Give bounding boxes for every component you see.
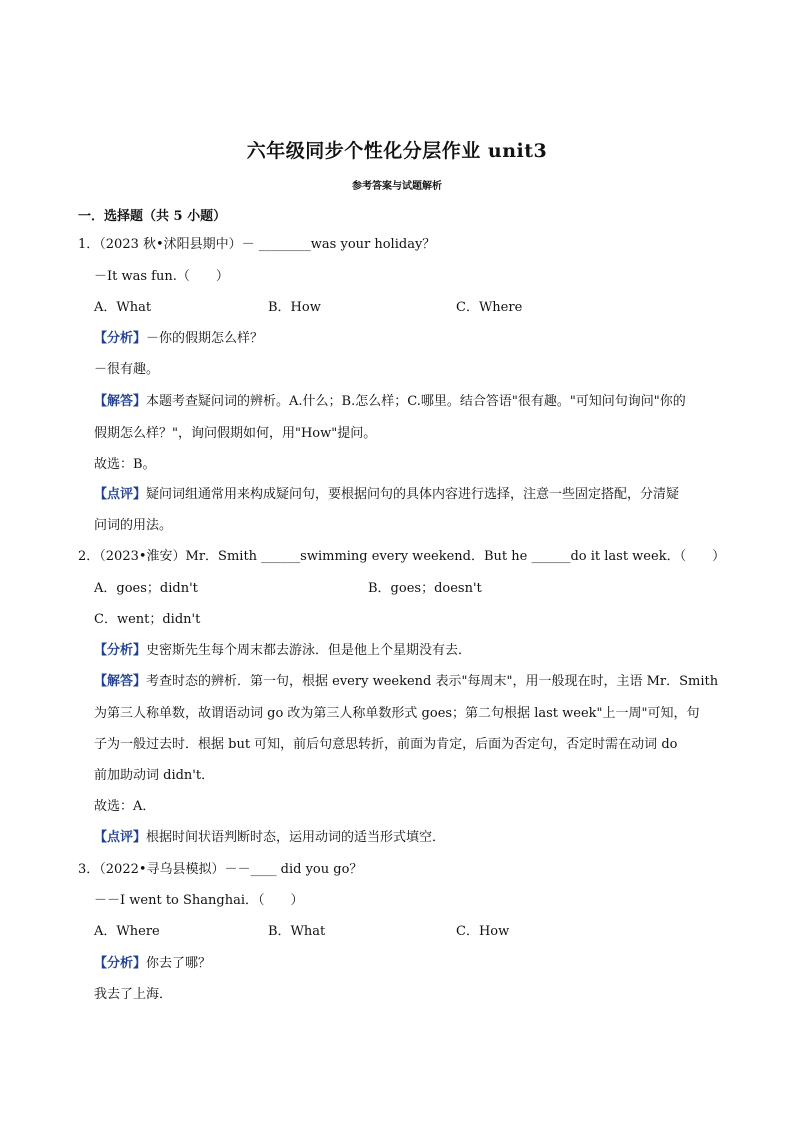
q2-option-a: A．goes；didn't (94, 581, 198, 596)
q1-answer (94, 393, 686, 411)
analysis-tag: 【分析】 (94, 643, 147, 658)
q2-answer (94, 673, 718, 691)
q2-answer-4: 前加助动词 didn't． (94, 768, 215, 783)
q2-analysis (94, 642, 471, 660)
q1-analysis (94, 330, 263, 348)
q2-answer-3: 子为一般过去时．根据 but 可知，前后句意思转折，前面为肯定，后面为否定句，否定时需在动词 do (94, 737, 678, 752)
page-title: 六年级同步个性化分层作业 unit3 (246, 140, 548, 162)
comment-tag: 【点评】 (94, 487, 147, 502)
q2-answer-text: 考查时态的辨析．第一句，根据 every weekend 表示"每周末"，用一般现在时，主语 Mr．Smith (146, 674, 719, 689)
q2-comment (94, 829, 445, 847)
q1-option-c: C．Where (456, 300, 523, 315)
q3-analysis-text: 你去了哪？ (146, 956, 212, 971)
q2-option-b: B．goes；doesn't (368, 581, 482, 596)
q2-answer-2: 为第三人称单数，故谓语动词 go 改为第三人称单数形式 goes；第二句根据 last week"上一周"可知，句 (94, 706, 700, 721)
q3-option-c: C．How (456, 924, 510, 939)
analysis-tag: 【分析】 (94, 956, 147, 971)
page-subtitle: 参考答案与试题解析 (352, 181, 442, 192)
q2-analysis-text: 史密斯先生每个周末都去游泳．但是他上个星期没有去． (146, 643, 472, 658)
q2-comment-text: 根据时间状语判断时态，运用动词的适当形式填空． (146, 830, 446, 845)
q2-option-c: C．went；didn't (94, 612, 201, 627)
q1-answer-2: 假期怎么样？"，询问假期如何，用"How"提问。 (94, 426, 377, 441)
q1-choice: 故选：B。 (94, 457, 156, 472)
q3-stem: 3．（2022•寻乌县模拟）－－____ did you go？ (78, 862, 363, 877)
q1-reply: －It was fun.（ ） (94, 269, 229, 284)
answer-tag: 【解答】 (94, 394, 147, 409)
q1-comment-2: 问词的用法。 (94, 518, 173, 533)
q2-choice: 故选：A． (94, 799, 156, 814)
section-title: 一．选择题（共 5 小题） (78, 209, 227, 224)
q2-stem: 2．（2023•淮安）Mr．Smith ______swimming every weekend．But he ______do it last week．（ ） (78, 549, 726, 564)
q3-option-a: A．Where (94, 924, 160, 939)
q1-option-a: A．What (94, 300, 152, 315)
q1-option-b: B．How (268, 300, 321, 315)
q1-comment (94, 486, 679, 504)
comment-tag: 【点评】 (94, 830, 147, 845)
answer-tag: 【解答】 (94, 674, 147, 689)
q1-comment-text: 疑问词组通常用来构成疑问句，要根据问句的具体内容进行选择，注意一些固定搭配，分清疑 (146, 487, 680, 502)
q1-answer-text: 本题考查疑问词的辨析。A.什么；B.怎么样；C.哪里。结合答语"很有趣。"可知问句询问"你的 (146, 394, 686, 409)
q3-option-b: B．What (268, 924, 326, 939)
q3-analysis-2: 我去了上海． (94, 987, 173, 1002)
analysis-tag: 【分析】 (94, 331, 147, 346)
q1-analysis-text: －你的假期怎么样？ (146, 331, 264, 346)
q1-stem: 1．（2023 秋•沭阳县期中）－ ________was your holiday？ (78, 237, 436, 252)
q1-analysis-2: －很有趣。 (94, 362, 160, 377)
q3-reply: －－I went to Shanghai．（ ） (94, 893, 304, 908)
q3-analysis (94, 955, 211, 973)
